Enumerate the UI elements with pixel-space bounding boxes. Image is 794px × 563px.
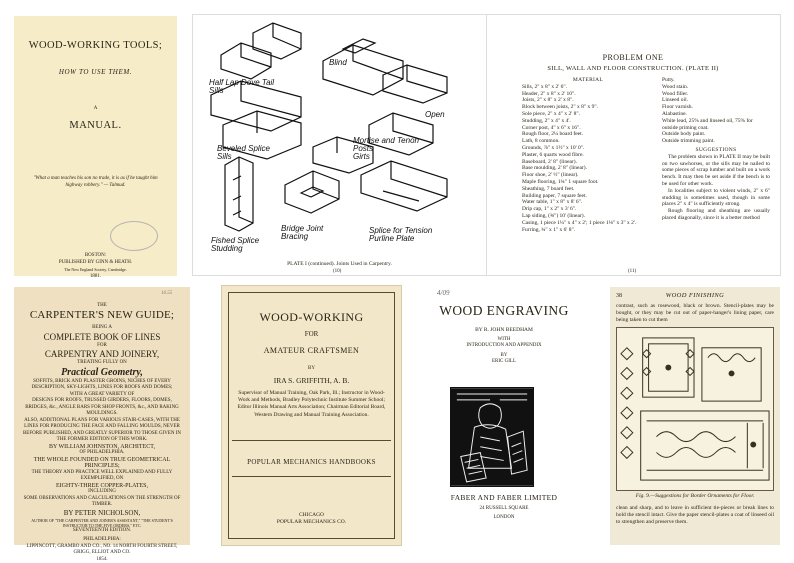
- material-item: Wood stain.: [662, 84, 770, 91]
- divider-top: [232, 440, 391, 441]
- label-bridge: Bridge Joint Bracing: [281, 225, 323, 241]
- suggestion-paragraph: In localities subject to violent winds, 2" x 6" studding is sometimes used, though in some places 2" x 4" is sufficiently strong.: [662, 188, 770, 208]
- material-item: Header, 2" x 8" x 2' 10".: [522, 91, 654, 98]
- material-item: Studding, 2" x 4" x 4'.: [522, 118, 654, 125]
- page-number-right: (11): [628, 269, 636, 274]
- suggestions-list: [662, 154, 770, 222]
- engraving-by2: BY: [413, 353, 595, 358]
- suggestion-paragraph: Rough flooring and sheathing are usually placed diagonally, since it is a better method: [662, 208, 770, 222]
- plate-caption: PLATE I (continued). Joints Used in Carpentry.: [193, 261, 486, 267]
- material-item: Wood filler.: [662, 91, 770, 98]
- guide-with: WITH A GREAT VARIETY OF: [22, 392, 182, 399]
- book-spread-carpentry-joints: [192, 14, 781, 276]
- cover-imprint: [14, 252, 177, 280]
- library-stamp-icon: [110, 221, 158, 251]
- guide-observations: SOME OBSERVATIONS AND CALCULATIONS ON THE STRENGTH OF TIMBER.: [22, 496, 182, 509]
- material-item: Sills, 2" x 8" x 2' 6".: [522, 84, 654, 91]
- label-open: Open: [425, 111, 445, 119]
- label-splice-tension: Splice for Tension Purline Plate: [369, 227, 432, 243]
- imprint-year: 1881.: [14, 273, 177, 280]
- cover-manual: MANUAL.: [14, 120, 177, 131]
- book-cover-wood-engraving: [413, 287, 595, 545]
- materials-heading: MATERIAL: [522, 77, 654, 84]
- guide-plates: EIGHTY-THREE COPPER-PLATES,: [22, 483, 182, 490]
- guide-treating: TREATING FULLY ON: [22, 360, 182, 367]
- griffith-publisher: POPULAR MECHANICS CO.: [222, 519, 401, 526]
- suggestion-paragraph: The problem shown in PLATE II may be built on two sawhorses, or the sills may be nailed to some pieces of scrap lumber and built on a work bench. It may then be set aside if the bench is to be used for other work.: [662, 154, 770, 188]
- guide-of: OF PHILADELPHIA.: [22, 450, 182, 457]
- griffith-series: POPULAR MECHANICS HANDBOOKS: [222, 458, 401, 466]
- guide-by: BY WILLIAM JOHNSTON, ARCHITECT,: [22, 444, 182, 451]
- book-page-wood-finishing: [610, 287, 780, 545]
- label-mortise: Mortise and Tenon Posts Girts: [353, 137, 419, 161]
- guide-including: INCLUDING: [22, 489, 182, 496]
- material-item: Furring, ¾" x 1" x 6' 8".: [522, 227, 654, 234]
- imprint-place: BOSTON:: [14, 252, 177, 259]
- material-item: Block between joists, 2" x 8" x 9".: [522, 104, 654, 111]
- label-beveled: Beveled Splice Sills: [217, 145, 270, 161]
- griffith-city: CHICAGO: [222, 512, 401, 519]
- guide-imprint2: GRIGG, ELLIOT AND CO.: [22, 550, 182, 557]
- cover-article: A: [14, 106, 177, 111]
- material-item: Rough floor, 2¼ board feet.: [522, 131, 654, 138]
- engraving-author: BY R. JOHN BEEDHAM: [413, 327, 595, 333]
- guide-body: [22, 325, 182, 563]
- material-item: Linseed oil.: [662, 97, 770, 104]
- woodcut-engraver-image: [450, 387, 534, 487]
- engraving-city: LONDON: [413, 515, 595, 520]
- guide-author-note: AUTHOR OF "THE CARPENTER AND JOINER'S ASSISTANT," "THE STUDENT'S INSTRUCTOR TO THE FIVE ORDERS," ETC.: [22, 518, 182, 528]
- griffith-author: IRA S. GRIFFITH, A. B.: [222, 376, 401, 385]
- label-blind: Blind: [329, 59, 347, 67]
- cover-title: WOOD-WORKING TOOLS;: [14, 40, 177, 51]
- imprint-publisher: PUBLISHED BY GINN & HEATH.: [14, 259, 177, 266]
- label-half-lap: Half Lap Dove Tail Sills: [209, 79, 274, 95]
- book-cover-woodworking-tools: [14, 16, 177, 276]
- engraving-eric: ERIC GILL: [413, 359, 595, 364]
- guide-title: CARPENTER'S NEW GUIDE;: [14, 309, 190, 321]
- engraving-title: WOOD ENGRAVING: [413, 303, 595, 319]
- label-fished: Fished Splice Studding: [211, 237, 259, 253]
- guide-edition: SEVENTEENTH EDITION.: [22, 528, 182, 535]
- guide-details: SOFFITS, BRICK AND PLASTER GROINS, NICHES OF EVERY DESCRIPTION, SKY-LIGHTS, LINES FOR ROOFS AND DOMES;: [22, 379, 182, 392]
- material-item: Sheathing, 7 board feet.: [522, 186, 654, 193]
- engraving-publisher: FABER AND FABER LIMITED: [413, 493, 595, 502]
- material-item: Lap siding, (⅝") 10' (linear).: [522, 213, 654, 220]
- running-header: WOOD FINISHING: [610, 292, 780, 299]
- material-item: Alabastine.: [662, 111, 770, 118]
- suggestions-heading: SUGGESTIONS: [662, 147, 770, 154]
- guide-practical: Practical Geometry,: [22, 367, 182, 379]
- joints-illustration: [193, 15, 486, 261]
- material-item: Joists, 2" x 8" x 2' x 8".: [522, 97, 654, 104]
- griffith-title: WOOD-WORKING: [222, 310, 401, 325]
- finish-column: [662, 77, 770, 222]
- body-text-top: contrast, such as rosewood, black or brown. Stencil-plates may be bought, or they may be cut out of paper-hanger's lining paper, care being taken to cut them: [616, 303, 774, 323]
- material-item: Drip cap, 1" x 2" x 3' 6".: [522, 206, 654, 213]
- griffith-by: BY: [222, 366, 401, 371]
- material-item: Putty.: [662, 77, 770, 84]
- problem-subheading: SILL, WALL AND FLOOR CONSTRUCTION. (PLATE II): [486, 65, 780, 72]
- problem-page: [486, 15, 780, 275]
- page-number-left: (10): [333, 269, 341, 274]
- material-item: Plaster, 6 quarts wood fibre.: [522, 152, 654, 159]
- guide-the: THE: [14, 303, 190, 308]
- cover-subtitle: HOW TO USE THEM.: [14, 68, 177, 76]
- guide-city: PHILADELPHIA:: [22, 537, 182, 544]
- material-item: Maple flooring, 1¾" 1 square foot.: [522, 179, 654, 186]
- guide-also: ALSO, ADDITIONAL PLANS FOR VARIOUS STAIR-CASES, WITH THE LINES FOR PRODUCING THE FACE AND FALLING MOULDS, NEVER BEFORE PUBLISHED, AND GREATLY SUPERIOR TO THOSE GIVEN IN THE FORMER EDITION OF THIS WORK.: [22, 418, 182, 444]
- engraving-address: 24 RUSSELL SQUARE: [413, 506, 595, 511]
- figure-caption: Fig. 9.—Suggestions for Border Ornaments for Floor.: [616, 493, 774, 499]
- material-item: Outside trimming paint.: [662, 138, 770, 145]
- material-item: Sole piece, 2" x 4" x 2' 8".: [522, 111, 654, 118]
- imprint-press: The New England Society, Cambridge.: [14, 266, 177, 273]
- guide-carpentry: CARPENTRY AND JOINERY,: [22, 349, 182, 360]
- material-item: Lath, 8 common.: [522, 138, 654, 145]
- material-item: Grounds, ⅞" x 1½" x 10' 0".: [522, 145, 654, 152]
- cover-quote: "What a man teaches his son no trade, it is as if he taught him highway robbery." — Talmud.: [28, 176, 163, 189]
- guide-complete: COMPLETE BOOK OF LINES: [22, 332, 182, 343]
- guide-being-a: BEING A: [22, 325, 182, 332]
- material-item: Water table, 1" x 8" x 8' 6".: [522, 199, 654, 206]
- guide-author: BY PETER NICHOLSON,: [22, 509, 182, 518]
- materials-right-list: [662, 77, 770, 145]
- body-text-bottom: clean and sharp, and to leave in sufficient tie-pieces or break lines to hold the stencil intact. Give the paper stencil-plates a coat of linseed oil to strengthen and preserve them.: [616, 505, 774, 525]
- handwritten-number: 4/09: [437, 289, 449, 297]
- problem-heading: PROBLEM ONE: [486, 53, 780, 62]
- guide-imprint: LIPPINCOTT, GRAMBO AND CO., NO. 14 NORTH FOURTH STREET,: [22, 544, 182, 551]
- material-item: Floor shoe, 2' ½" (linear).: [522, 172, 654, 179]
- page-number: 38: [616, 293, 622, 299]
- guide-theory: THE THEORY AND PRACTICE WELL EXPLAINED AND FULLY EXEMPLIFIED, ON: [22, 470, 182, 483]
- book-cover-carpenters-guide: [14, 287, 190, 545]
- griffith-bio: Supervisor of Manual Training, Oak Park, Ill.; Instructor in Wood-Work and Methods, Bradley Polytechnic Institute Summer School; Editor Illinois Manual Arts Association; Chairman Editorial Board, Western Drawing and Manual Training Association.: [236, 390, 387, 419]
- griffith-for: FOR: [222, 330, 401, 338]
- book-cover-amateur-craftsmen: [221, 285, 402, 546]
- materials-column: [522, 77, 654, 233]
- divider-bottom: [232, 476, 391, 477]
- guide-year: 1854.: [22, 557, 182, 563]
- handwritten-note: 16.55: [161, 291, 172, 296]
- material-item: Baseboard, 2' 8" (linear).: [522, 159, 654, 166]
- griffith-imprint: [222, 512, 401, 526]
- material-item: Floor varnish.: [662, 104, 770, 111]
- material-item: Base moulding, 2' 8" (linear).: [522, 165, 654, 172]
- material-item: Corner post, 4" x 6" x 16".: [522, 125, 654, 132]
- material-item: Casing, 1 piece 1¼" x 4" x 2'; 1 piece 1⅛" x 3" x 2'.: [522, 220, 654, 227]
- materials-list: [522, 84, 654, 234]
- material-item: Outside body paint.: [662, 131, 770, 138]
- material-item: White lead, 25% and linseed oil, 75% for outside priming coat.: [662, 118, 770, 132]
- engraving-with: WITH: [413, 337, 595, 342]
- engraving-intro: INTRODUCTION AND APPENDIX: [413, 343, 595, 348]
- guide-whole: THE WHOLE FOUNDED ON TRUE GEOMETRICAL PRINCIPLES;: [22, 457, 182, 470]
- material-item: Building paper, 7 square feet.: [522, 193, 654, 200]
- border-ornaments-figure: [616, 327, 774, 491]
- guide-for: FOR: [22, 343, 182, 350]
- griffith-subtitle: AMATEUR CRAFTSMEN: [222, 346, 401, 355]
- guide-designs: DESIGNS FOR ROOFS, TRUSSED GIRDERS, FLOORS, DOMES, BRIDGES, &c., ANGLE BARS FOR SHOP FRONTS, &c., AND RAKING MOULDINGS.: [22, 398, 182, 418]
